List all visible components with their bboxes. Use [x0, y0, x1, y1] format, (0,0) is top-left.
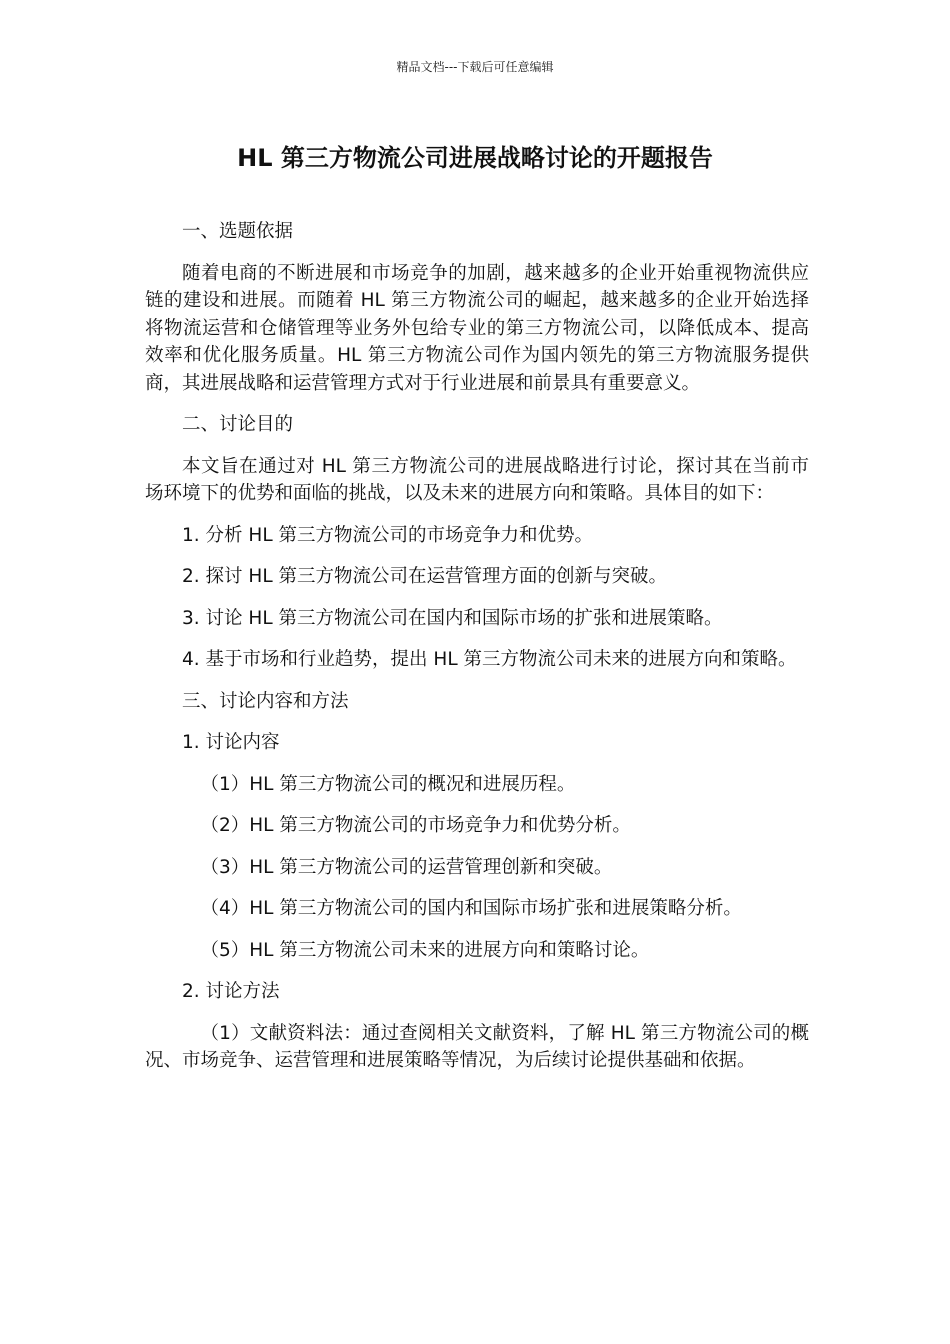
list-item: 2. 探讨 HL 第三方物流公司在运营管理方面的创新与突破。: [182, 566, 668, 587]
subsection-heading: 2. 讨论方法: [182, 981, 280, 1002]
document-body: [145, 218, 809, 1089]
list-item: （1）HL 第三方物流公司的概况和进展历程。: [200, 773, 576, 795]
section-heading: 三、讨论内容和方法: [182, 690, 349, 712]
subsection-heading: 1. 讨论内容: [182, 732, 280, 753]
body-paragraph: 随着电商的不断进展和市场竞争的加剧，越来越多的企业开始重视物流供应链的建设和进展。而随着 HL 第三方物流公司的崛起，越来越多的企业开始选择将物流运营和仓储管理等业务外包给专业的第三方物流公司，以降低成本、提高效率和优化服务质量。HL 第三方物流公司作为国内领先的第三方物流服务提供商，其进展战略和运营管理方式对于行业进展和前景具有重要意义。: [145, 262, 809, 394]
section-heading: 一、选题依据: [182, 221, 294, 242]
section-heading: 二、讨论目的: [182, 414, 294, 435]
list-item: （3）HL 第三方物流公司的运营管理创新和突破。: [200, 856, 613, 878]
list-item: 4. 基于市场和行业趋势，提出 HL 第三方物流公司未来的进展方向和策略。: [182, 649, 797, 670]
page-header-note: 精品文档---下载后可任意编辑: [396, 60, 554, 74]
list-item: 3. 讨论 HL 第三方物流公司在国内和国际市场的扩张和进展策略。: [182, 607, 723, 629]
document-title: HL 第三方物流公司进展战略讨论的开题报告: [237, 144, 713, 172]
list-item: （4）HL 第三方物流公司的国内和国际市场扩张和进展策略分析。: [200, 898, 742, 919]
list-item: （1）文献资料法：通过查阅相关文献资料，了解 HL 第三方物流公司的概况、市场竞争、运营管理和进展策略等情况，为后续讨论提供基础和依据。: [145, 1022, 809, 1071]
list-item: 1. 分析 HL 第三方物流公司的市场竞争力和优势。: [182, 524, 594, 546]
list-item: （5）HL 第三方物流公司未来的进展方向和策略讨论。: [200, 939, 650, 961]
body-paragraph: 本文旨在通过对 HL 第三方物流公司的进展战略进行讨论，探讨其在当前市场环境下的优势和面临的挑战，以及未来的进展方向和策略。具体目的如下：: [145, 455, 809, 504]
list-item: （2）HL 第三方物流公司的市场竞争力和优势分析。: [200, 815, 631, 836]
